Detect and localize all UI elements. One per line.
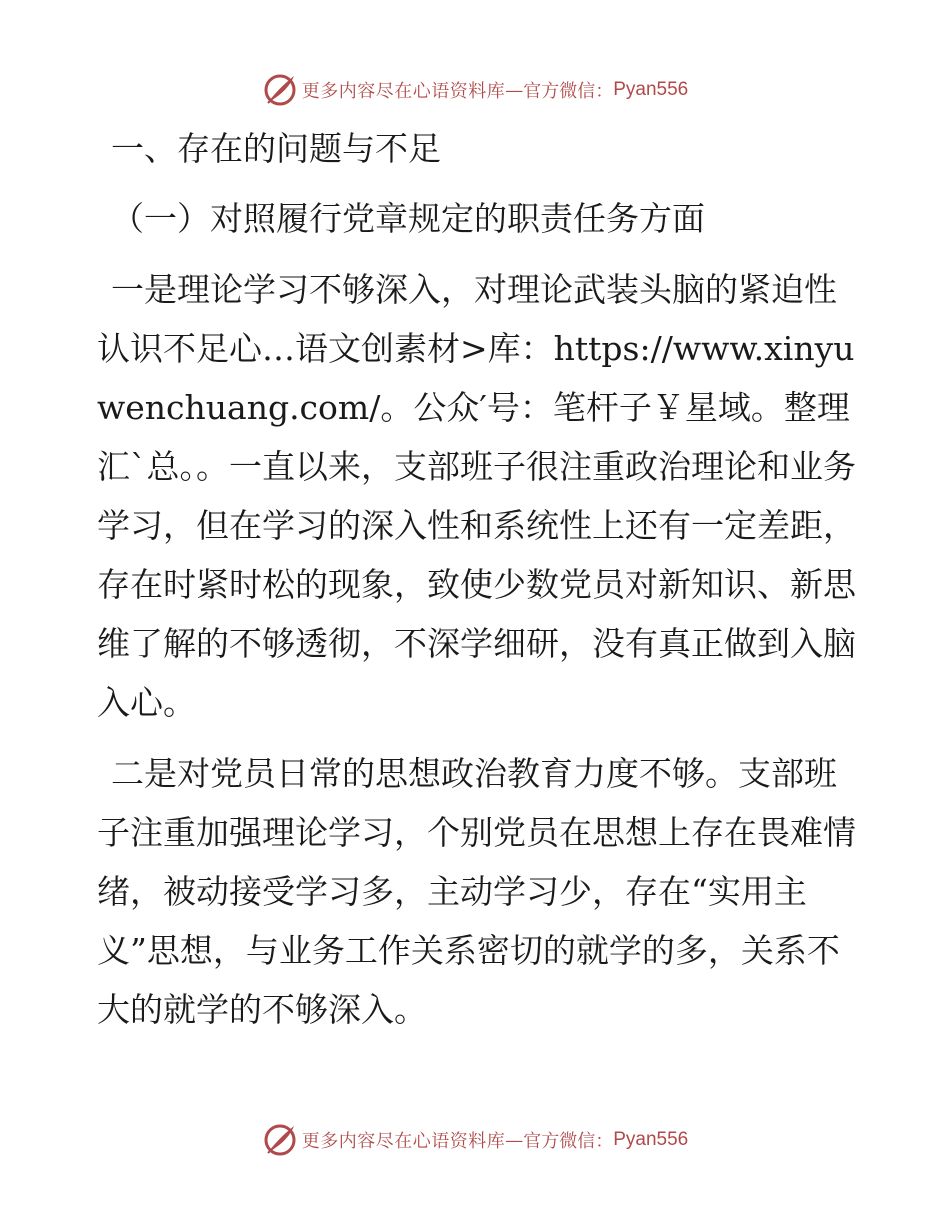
paragraph-1-text: 一是理论学习不够深入，对理论武装头脑的紧迫性认识不足心…语文创素材>库：https://www.xinyuwenchuang.com/。公众′号：笔杆子￥星域。整理汇`总。。一直以来，支部班子很注重政治理论和业务学习，但在学习的深入性和系统性上还有一定差距，存在时紧时松的现象，致使少数党员对新知识、新思维了解的不够透彻，不深学细研，没有真正做到入脑入心。 — [97, 270, 856, 722]
feather-quill-icon — [262, 1122, 298, 1158]
paragraph-2-text: 二是对党员日常的思想政治教育力度不够。支部班子注重加强理论学习，个别党员在思想上存在畏难情绪，被动接受学习多，主动学习少，存在“实用主义”思想，与业务工作关系密切的就学的多，关系不大的就学的不够深入。 — [97, 754, 856, 1029]
banner-separator: — — [505, 1129, 524, 1151]
banner-wechat-label: 官方微信： — [523, 1131, 614, 1152]
feather-quill-icon — [262, 72, 298, 108]
paragraph-2 — [97, 744, 857, 1039]
header-banner — [0, 70, 950, 110]
banner-site-text: 更多内容尽在心语资料库 — [301, 1131, 506, 1152]
banner-separator: — — [505, 79, 524, 101]
banner-wechat-label: 官方微信： — [523, 81, 614, 102]
banner-site-text: 更多内容尽在心语资料库 — [301, 81, 506, 102]
paragraph-1 — [97, 260, 857, 732]
footer-banner — [0, 1120, 950, 1160]
subsection-title: （一）对照履行党章规定的职责任务方面 — [111, 199, 705, 238]
section-title: 一、存在的问题与不足 — [111, 129, 441, 168]
document-body — [97, 120, 857, 1039]
banner-wechat-id: Pyan556 — [613, 1129, 689, 1150]
banner-wechat-id: Pyan556 — [613, 79, 689, 100]
